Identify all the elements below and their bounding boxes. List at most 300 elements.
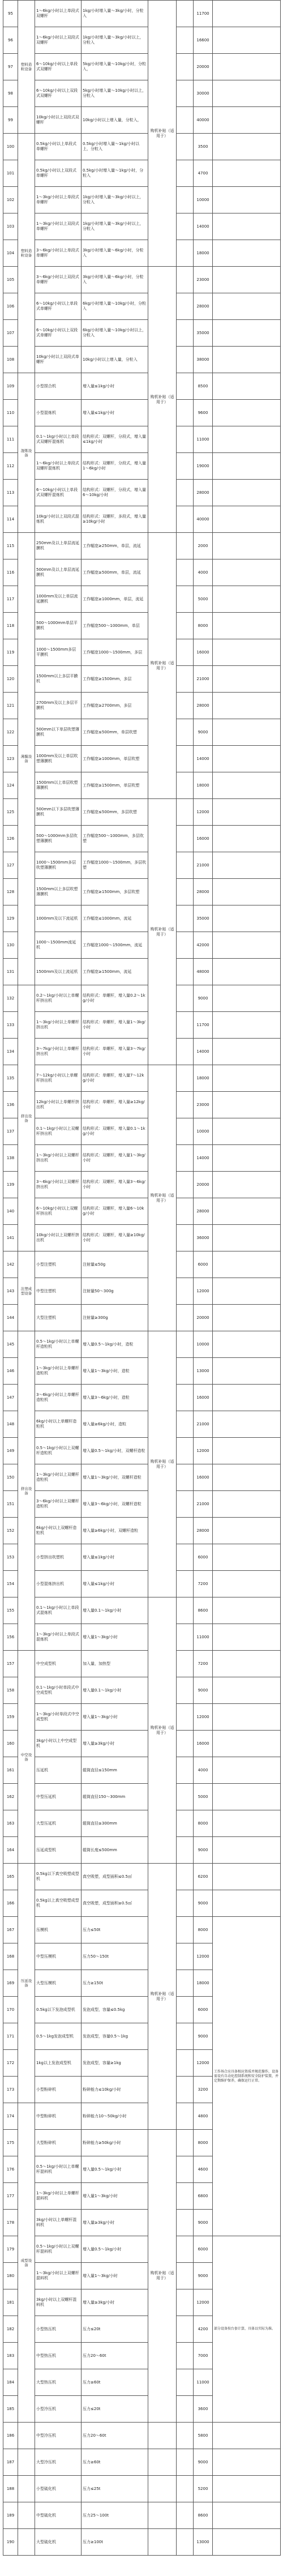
price-cell: 5000 — [194, 1784, 213, 1810]
equipment-spec: 0.2～1kg/小时以上单螺杆挤出机 — [35, 985, 82, 1012]
remark-cell — [213, 1784, 281, 1810]
equipment-spec: 1000mm及以上单层吹塑薄膜机 — [35, 746, 82, 772]
price-cell: 28000 — [194, 293, 213, 320]
price-cell: 21000 — [194, 1411, 213, 1438]
price-cell: 20000 — [194, 1305, 213, 1331]
remark-cell — [213, 1810, 281, 1837]
equipment-spec: 1～6kg/小时以上单段式双螺杆 — [35, 1, 82, 27]
row-number: 180 — [3, 2263, 18, 2289]
row-number: 178 — [3, 2210, 18, 2236]
row-number: 151 — [3, 1491, 18, 1518]
unit-cell — [177, 160, 194, 187]
price-cell: 11700 — [194, 1012, 213, 1039]
equipment-description: 工作幅宽500～1000mm，多层吹塑 — [82, 826, 148, 852]
equipment-description: 1kg/小时增入量～3kg/小时以上，分粒入 — [82, 27, 148, 54]
equipment-description: 6kg/小时增入量～10kg/小时以上，分粒入 — [82, 320, 148, 347]
unit-cell — [177, 1039, 194, 1065]
table-row — [3, 1278, 281, 1305]
row-number: 138 — [3, 1145, 18, 1172]
row-number: 150 — [3, 1464, 18, 1491]
row-number: 125 — [3, 799, 18, 826]
equipment-spec: 中型压模机 — [35, 1943, 82, 1970]
row-number: 115 — [3, 533, 18, 559]
equipment-description: 压力≤20t — [82, 2316, 148, 2343]
price-cell: 4700 — [194, 160, 213, 187]
equipment-description: 结构形式：单螺杆，增入量1～3kg/小时 — [82, 1012, 148, 1039]
price-cell: 16000 — [194, 639, 213, 666]
remark-cell — [213, 1065, 281, 1092]
equipment-spec: 小型挤出吹塑机 — [35, 1544, 82, 1571]
price-cell: 36000 — [194, 1225, 213, 1251]
equipment-description: 0.5kg/小时增入量～1kg/小时，分粒入 — [82, 160, 148, 187]
equipment-description: 10kg/小时以上增入量，分粒入 — [82, 347, 148, 373]
equipment-description: 增入量≥3kg/小时 — [82, 2210, 148, 2236]
remark-cell: 工作场合应具备相应资质并规范操作，设备需设有自动化控制系统和安全防护装置，并定期维护保养，确保运行正常。 — [213, 1917, 281, 2236]
row-number: 169 — [3, 1970, 18, 1997]
unit-cell — [177, 2103, 194, 2130]
table-row — [3, 1012, 281, 1039]
unit-cell — [177, 2449, 194, 2476]
table-row — [3, 2236, 281, 2263]
row-number: 113 — [3, 480, 18, 506]
row-number: 179 — [3, 2236, 18, 2263]
remark-cell — [213, 1172, 281, 1198]
row-number: 186 — [3, 2423, 18, 2449]
table-row — [3, 905, 281, 932]
equipment-description: 工作幅宽1000～1500mm，多层吹塑 — [82, 852, 148, 879]
equipment-spec: 1500mm以上单层吹塑薄膜机 — [35, 772, 82, 799]
table-row — [3, 267, 281, 293]
equipment-description: 压力≥150t — [82, 1970, 148, 1997]
row-number: 145 — [3, 1331, 18, 1358]
remark-cell — [213, 1731, 281, 1757]
equipment-description: 压力≤50t — [82, 1917, 148, 1943]
equipment-spec: 6～10kg/小时以上单段式双螺杆 — [35, 54, 82, 80]
equipment-spec: 大型热压机 — [35, 2369, 82, 2396]
price-cell: 9600 — [194, 400, 213, 426]
equipment-description: 结构形式：双螺杆，增入量6～10kg/小时 — [82, 1198, 148, 1225]
equipment-description: 粉碎能力≤10kg/小时 — [82, 2077, 148, 2103]
remark-cell — [213, 373, 281, 400]
unit-cell — [177, 480, 194, 506]
unit-cell — [177, 506, 194, 533]
table-row — [3, 1118, 281, 1145]
equipment-spec: 2700mm及以上多层平膜机 — [35, 693, 82, 719]
price-cell: 28000 — [194, 1518, 213, 1544]
price-cell: 6000 — [194, 1251, 213, 1278]
equipment-description: 结构形式：双螺杆，增入量1～3kg/小时 — [82, 1145, 148, 1172]
subsidy-unit: 购机补贴（适用于） — [148, 267, 177, 533]
remark-cell — [213, 1385, 281, 1411]
unit-cell — [177, 2130, 194, 2156]
unit-cell — [177, 2263, 194, 2289]
table-row — [3, 1624, 281, 1651]
category-cell: 挤出设备 — [18, 1331, 35, 1651]
row-number: 96 — [3, 27, 18, 54]
equipment-spec: 1～3kg/小时以上单螺杆造粒机 — [35, 1358, 82, 1385]
equipment-spec: 中空成型机 — [35, 1651, 82, 1677]
remark-cell — [213, 2423, 281, 2449]
price-cell: 18000 — [194, 240, 213, 267]
unit-cell — [177, 1172, 194, 1198]
equipment-description: 1kg/小时增入量～3kg/小时，分粒入 — [82, 1, 148, 27]
row-number: 161 — [3, 1757, 18, 1784]
category-cell: 塑料造粒设备 — [18, 1, 35, 134]
table-row — [3, 506, 281, 533]
remark-cell — [213, 213, 281, 240]
equipment-description: 增入量1～3kg/小时 — [82, 1704, 148, 1731]
price-cell: 12000 — [194, 2050, 213, 2077]
equipment-description: 工作幅宽≥1000mm，单层，流延 — [82, 586, 148, 613]
row-number: 106 — [3, 293, 18, 320]
table-row — [3, 320, 281, 347]
unit-cell — [177, 134, 194, 160]
row-number: 101 — [3, 160, 18, 187]
row-number: 162 — [3, 1784, 18, 1810]
equipment-spec: 0.5～1kg/小时以上单螺杆造粒机 — [35, 1331, 82, 1358]
equipment-spec: 1～3kg/小时以上双螺杆混料机 — [35, 2263, 82, 2289]
price-cell: 28000 — [194, 1198, 213, 1225]
subsidy-unit — [148, 2529, 177, 2556]
remark-cell — [213, 1518, 281, 1544]
table-row — [3, 1731, 281, 1757]
price-cell: 14000 — [194, 746, 213, 772]
equipment-spec: 1～3kg/小时以上单段式混炼机 — [35, 1624, 82, 1651]
row-number: 188 — [3, 2476, 18, 2502]
price-cell: 10000 — [194, 1118, 213, 1145]
equipment-spec: 0.5～1kg发泡成型机 — [35, 2023, 82, 2050]
table-row — [3, 2529, 281, 2556]
row-number: 182 — [3, 2316, 18, 2343]
table-row — [3, 187, 281, 213]
unit-cell — [177, 1917, 194, 1943]
equipment-description: 压力20～60t — [82, 2423, 148, 2449]
equipment-description: 1kg/小时增入量～3kg/小时以上，分粒入 — [82, 187, 148, 213]
table-row — [3, 1757, 281, 1784]
equipment-spec: 大型压模机 — [35, 1970, 82, 1997]
remark-cell — [213, 320, 281, 347]
price-cell: 21000 — [194, 852, 213, 879]
equipment-description: 增入量3～6kg/小时，造粒 — [82, 1385, 148, 1411]
equipment-description: 增入量≥3kg/小时 — [82, 1731, 148, 1757]
equipment-spec: 3～7kg/小时以上单螺杆挤出机 — [35, 1039, 82, 1065]
remark-cell — [213, 1651, 281, 1677]
remark-cell — [213, 1092, 281, 1118]
unit-cell — [177, 2236, 194, 2263]
equipment-spec: 6～10kg/小时以上双段式双螺杆 — [35, 80, 82, 107]
remark-cell — [213, 1597, 281, 1624]
remark-cell — [213, 1837, 281, 1864]
remark-cell — [213, 959, 281, 985]
unit-cell — [177, 1943, 194, 1970]
equipment-spec: 6kg/小时以上单螺杆造粒机 — [35, 1411, 82, 1438]
subsidy-unit: 购机补贴（适用于） — [148, 1, 177, 267]
price-cell: 4000 — [194, 559, 213, 586]
category-cell: 塑料造粒设备 — [18, 134, 35, 373]
row-number: 172 — [3, 2050, 18, 2077]
table-row — [3, 107, 281, 134]
equipment-description: 增入量≤1kg/小时 — [82, 373, 148, 400]
equipment-description: 结构形式：双螺杆，分段式，增入量≤1kg/小时 — [82, 426, 148, 453]
equipment-spec: 大型粉碎机 — [35, 2130, 82, 2156]
table-row — [3, 426, 281, 453]
remark-cell — [213, 1145, 281, 1172]
unit-cell — [177, 959, 194, 985]
remark-cell — [213, 1012, 281, 1039]
unit-cell — [177, 2156, 194, 2183]
row-number: 105 — [3, 267, 18, 293]
unit-cell — [177, 373, 194, 400]
row-number: 176 — [3, 2156, 18, 2183]
row-number: 137 — [3, 1118, 18, 1145]
remark-cell — [213, 1198, 281, 1225]
row-number: 141 — [3, 1225, 18, 1251]
equipment-spec: 500mm以下多层吹塑薄膜机 — [35, 799, 82, 826]
price-cell: 12000 — [194, 1278, 213, 1305]
table-row — [3, 693, 281, 719]
table-row — [3, 160, 281, 187]
equipment-spec: 中型压延机 — [35, 1784, 82, 1810]
equipment-spec: 压延成型机 — [35, 1837, 82, 1864]
equipment-description: 压力25～100t — [82, 2502, 148, 2529]
category-cell: 注塑成型设备 — [18, 1251, 35, 1331]
unit-cell — [177, 932, 194, 959]
equipment-description: 增入量0.1～1kg/小时 — [82, 1677, 148, 1704]
row-number: 104 — [3, 240, 18, 267]
equipment-description: 发泡成型，容量0.5～1kg — [82, 2023, 148, 2050]
unit-cell — [177, 719, 194, 746]
equipment-spec: 中型注塑机 — [35, 1278, 82, 1305]
table-row — [3, 586, 281, 613]
price-cell: 35000 — [194, 905, 213, 932]
price-cell: 16000 — [194, 1385, 213, 1411]
table-row — [3, 453, 281, 480]
row-number: 99 — [3, 107, 18, 134]
remark-cell — [213, 54, 281, 80]
row-number: 158 — [3, 1677, 18, 1704]
subsidy-unit — [148, 2423, 177, 2449]
equipment-spec: 3～6kg/小时以上双段式单螺杆 — [35, 267, 82, 293]
remark-cell — [213, 639, 281, 666]
unit-cell — [177, 2423, 194, 2449]
table-row — [3, 1092, 281, 1118]
row-number: 166 — [3, 1890, 18, 1917]
remark-cell — [213, 1251, 281, 1278]
equipment-description: 工作幅宽≥250mm，单层，流延 — [82, 533, 148, 559]
equipment-spec: 3～6kg/小时以上单螺杆造粒机 — [35, 1385, 82, 1411]
price-cell: 19000 — [194, 453, 213, 480]
equipment-description: 增入量0.5～1kg/小时 — [82, 2236, 148, 2263]
equipment-spec: 500～1000mm单层平膜机 — [35, 613, 82, 639]
price-cell: 9000 — [194, 985, 213, 1012]
row-number: 117 — [3, 586, 18, 613]
price-cell: 9000 — [194, 2263, 213, 2289]
remark-cell — [213, 586, 281, 613]
price-cell: 9000 — [194, 2449, 213, 2476]
row-number: 118 — [3, 613, 18, 639]
equipment-spec: 中型粉碎机 — [35, 2103, 82, 2130]
row-number: 95 — [3, 1, 18, 27]
equipment-spec: 1～6kg/小时以上单段式双螺杆混炼机 — [35, 453, 82, 480]
row-number: 143 — [3, 1278, 18, 1305]
row-number: 124 — [3, 772, 18, 799]
price-cell: 8000 — [194, 1917, 213, 1943]
row-number: 159 — [3, 1704, 18, 1731]
equipment-description: 注射量≤50g — [82, 1251, 148, 1278]
table-row — [3, 1305, 281, 1331]
price-cell: 5000 — [194, 586, 213, 613]
equipment-description: 工作幅宽≥1500mm，多层吹塑 — [82, 879, 148, 905]
remark-cell — [213, 1305, 281, 1331]
subsidy-unit: 购机补贴（适用于） — [148, 533, 177, 799]
unit-cell — [177, 985, 194, 1012]
price-cell: 16000 — [194, 1731, 213, 1757]
equipment-spec: 小型混炼挤出机 — [35, 1571, 82, 1597]
row-number: 174 — [3, 2103, 18, 2130]
table-row — [3, 54, 281, 80]
unit-cell — [177, 2316, 194, 2343]
row-number: 177 — [3, 2183, 18, 2210]
equipment-description: 增入量0.5～1kg/小时，造粒 — [82, 1331, 148, 1358]
price-cell: 16000 — [194, 1464, 213, 1491]
remark-cell — [213, 1677, 281, 1704]
equipment-description: 增入量≥3kg/小时 — [82, 2289, 148, 2316]
table-row — [3, 746, 281, 772]
unit-cell — [177, 533, 194, 559]
equipment-description: 增入量≤1kg/小时 — [82, 1544, 148, 1571]
price-cell: 8000 — [194, 613, 213, 639]
price-cell: 5200 — [194, 2476, 213, 2502]
equipment-spec: 0.1～1kg/小时以上双螺杆挤出机 — [35, 1118, 82, 1145]
table-row — [3, 1890, 281, 1917]
price-cell: 40000 — [194, 107, 213, 134]
subsidy-unit: 购机补贴（适用于） — [148, 1331, 177, 1597]
equipment-description: 结构形式：双螺杆，增入量3～6kg/小时 — [82, 1172, 148, 1198]
table-row — [3, 852, 281, 879]
equipment-spec: 压模机 — [35, 1917, 82, 1943]
row-number: 171 — [3, 2023, 18, 2050]
table-row — [3, 1597, 281, 1624]
unit-cell — [177, 400, 194, 426]
row-number: 157 — [3, 1651, 18, 1677]
equipment-description: 粉碎能力≥50kg/小时 — [82, 2130, 148, 2156]
equipment-description: 增入量1～3kg/小时 — [82, 2183, 148, 2210]
price-cell: 8600 — [194, 1597, 213, 1624]
unit-cell — [177, 852, 194, 879]
table-row — [3, 1411, 281, 1438]
row-number: 170 — [3, 1997, 18, 2023]
unit-cell — [177, 1970, 194, 1997]
remark-cell — [213, 1890, 281, 1917]
equipment-description: 0.5kg/小时增入量～1kg/小时以上，分粒入 — [82, 134, 148, 160]
remark-cell — [213, 1757, 281, 1784]
equipment-spec: 小型粉碎机 — [35, 2077, 82, 2103]
equipment-description: 压力50～150t — [82, 1943, 148, 1970]
row-number: 121 — [3, 693, 18, 719]
equipment-spec: 0.5～1kg/小时以上双螺杆混料机 — [35, 2236, 82, 2263]
table-row — [3, 1704, 281, 1731]
equipment-spec: 0.5kg/小时以上双段式单螺杆 — [35, 160, 82, 187]
price-cell: 21000 — [194, 1491, 213, 1518]
equipment-description: 加入量，加热型 — [82, 1651, 148, 1677]
equipment-spec: 500mm以下单层吹塑薄膜机 — [35, 719, 82, 746]
row-number: 100 — [3, 134, 18, 160]
equipment-description: 真空吸塑，成型面积≥0.5㎡ — [82, 1890, 148, 1917]
equipment-spec: 小型捏合机 — [35, 373, 82, 400]
table-row — [3, 1917, 281, 1943]
price-cell: 6800 — [194, 2183, 213, 2210]
unit-cell — [177, 613, 194, 639]
row-number: 155 — [3, 1597, 18, 1624]
price-cell: 20000 — [194, 1172, 213, 1198]
unit-cell — [177, 1731, 194, 1757]
row-number: 114 — [3, 506, 18, 533]
price-cell: 7200 — [194, 1651, 213, 1677]
equipment-description: 压力20～60t — [82, 2343, 148, 2369]
equipment-description: 增入量≤1kg/小时 — [82, 400, 148, 426]
row-number: 136 — [3, 1092, 18, 1118]
unit-cell — [177, 2077, 194, 2103]
price-cell: 9000 — [194, 1677, 213, 1704]
unit-cell — [177, 746, 194, 772]
price-cell: 40000 — [194, 506, 213, 533]
unit-cell — [177, 2023, 194, 2050]
table-row — [3, 293, 281, 320]
unit-cell — [177, 1411, 194, 1438]
unit-cell — [177, 1225, 194, 1251]
price-cell: 4000 — [194, 1757, 213, 1784]
unit-cell — [177, 1278, 194, 1305]
equipment-spec: 1～3kg/小时以上单螺杆混料机 — [35, 2183, 82, 2210]
equipment-description: 辊筒长度≤500mm — [82, 1837, 148, 1864]
remark-cell — [213, 1544, 281, 1571]
price-cell: 12000 — [194, 1704, 213, 1731]
price-cell: 9000 — [194, 719, 213, 746]
remark-cell — [213, 1118, 281, 1145]
table-row — [3, 1438, 281, 1464]
remark-cell — [213, 1331, 281, 1358]
table-row — [3, 80, 281, 107]
category-cell — [18, 2529, 35, 2556]
price-cell: 30000 — [194, 80, 213, 107]
unit-cell — [177, 320, 194, 347]
price-cell: 13000 — [194, 1358, 213, 1385]
equipment-description: 3kg/小时增入量～6kg/小时，分粒入 — [82, 240, 148, 267]
table-row — [3, 400, 281, 426]
table-row — [3, 613, 281, 639]
unit-cell — [177, 905, 194, 932]
table-row — [3, 2502, 281, 2529]
unit-cell — [177, 1810, 194, 1837]
remark-cell — [213, 400, 281, 426]
price-cell: 11700 — [194, 1, 213, 27]
equipment-spec: 1000～1500mm多层吹塑薄膜机 — [35, 852, 82, 879]
price-cell: 20000 — [194, 54, 213, 80]
remark-cell — [213, 533, 281, 559]
price-cell: 7200 — [194, 1571, 213, 1597]
price-cell: 4200 — [194, 2316, 213, 2343]
category-cell: 中空设备 — [18, 1651, 35, 1864]
equipment-spec: 0.5kg以上真空吸塑成型机 — [35, 1890, 82, 1917]
table-row — [3, 1039, 281, 1065]
spec-table — [3, 0, 281, 2556]
equipment-spec: 小型混炼机 — [35, 400, 82, 426]
subsidy-unit: 购机补贴（适用于） — [148, 799, 177, 1065]
equipment-spec: 3kg/小时以上双螺杆混料机 — [35, 2289, 82, 2316]
row-number: 163 — [3, 1810, 18, 1837]
price-cell: 9000 — [194, 1890, 213, 1917]
equipment-description: 压力≤25t — [82, 2476, 148, 2502]
